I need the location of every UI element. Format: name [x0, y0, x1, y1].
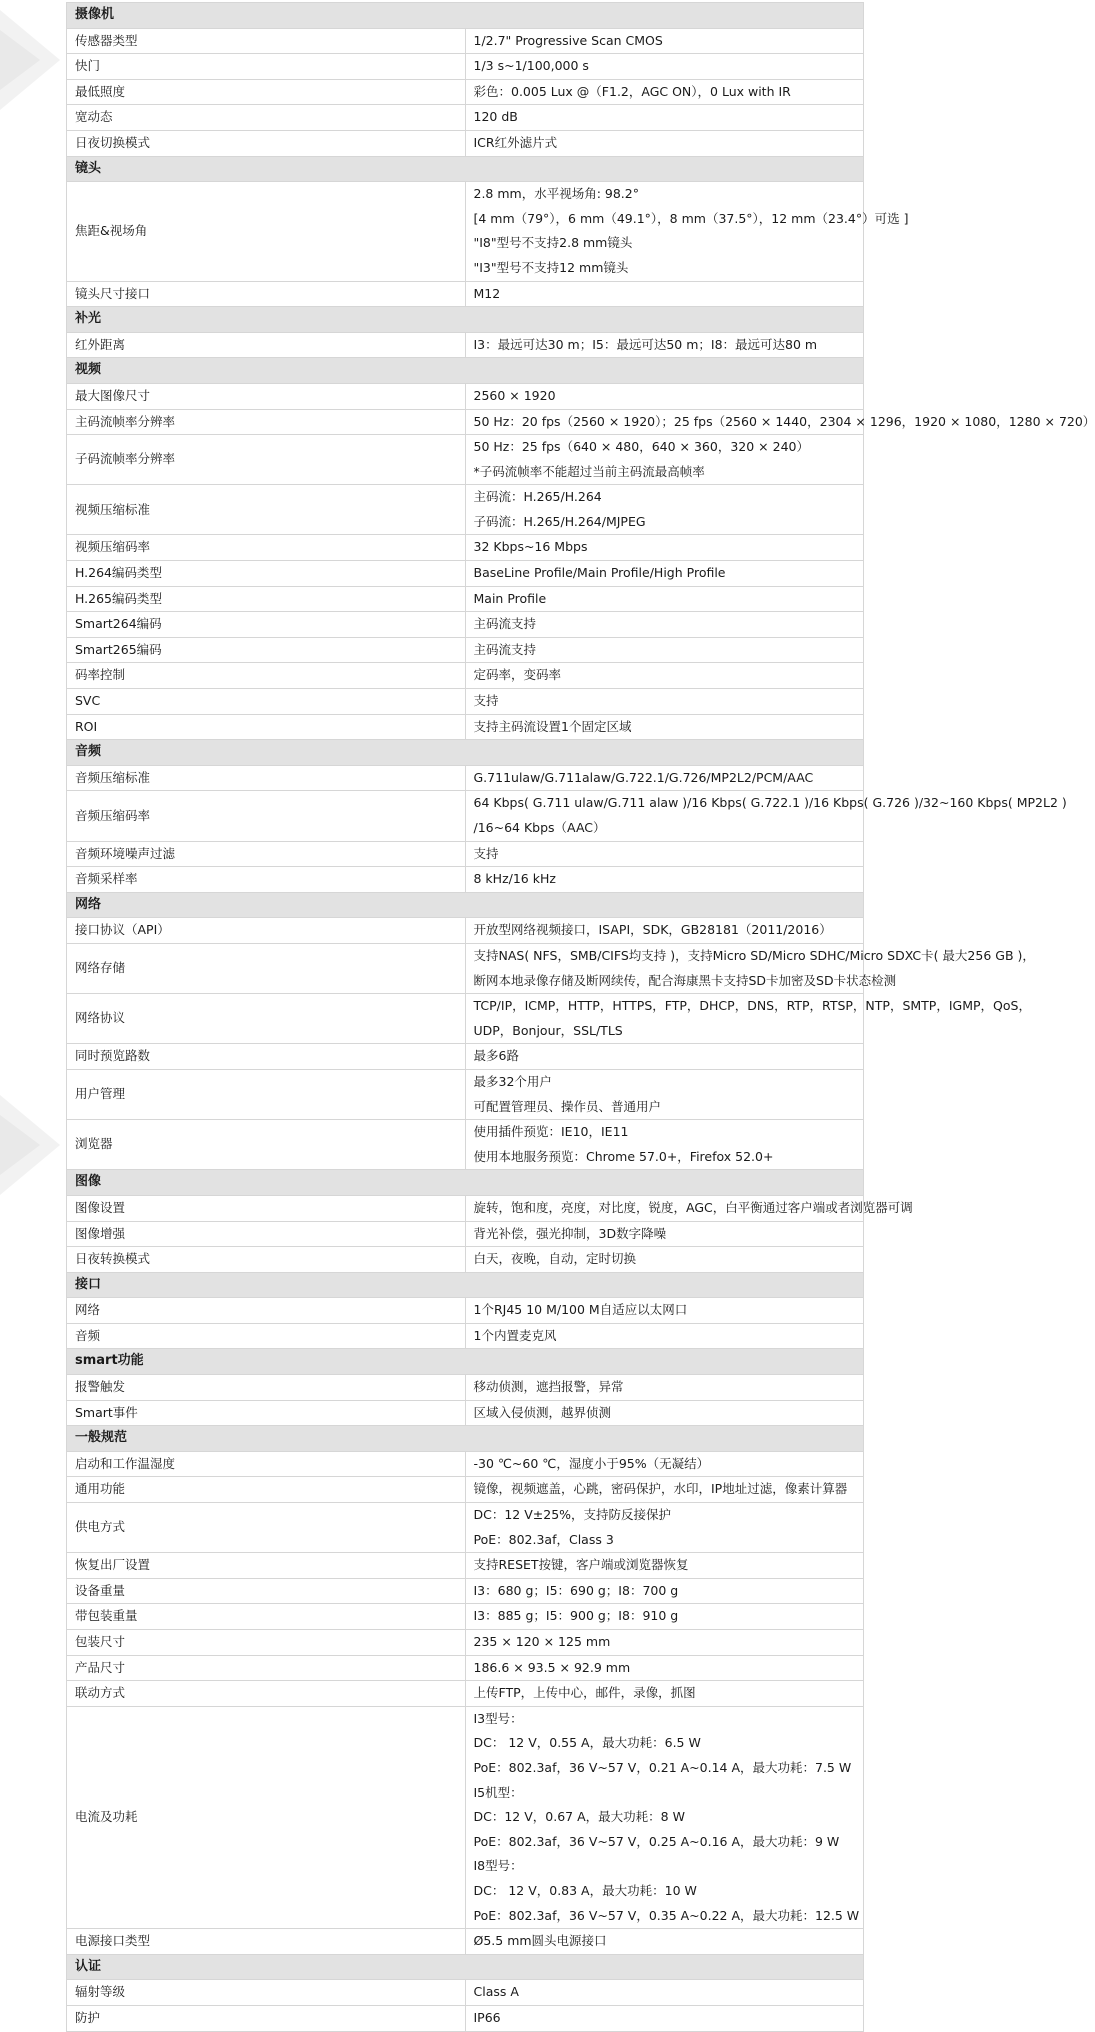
spec-label: 联动方式	[67, 1681, 466, 1707]
spec-row	[67, 130, 864, 156]
spec-value-line: 子码流：H.265/H.264/MJPEG	[473, 513, 646, 529]
spec-value	[465, 1375, 864, 1401]
spec-value-line: TCP/IP，ICMP，HTTP，HTTPS，FTP，DHCP，DNS，RTP，RTSP，NTP，SMTP，IGMP，QoS，	[473, 998, 1031, 1014]
spec-value-line: [4 mm（79°），6 mm（49.1°），8 mm（37.5°），12 mm（23.4°）可选 ]	[473, 210, 909, 226]
spec-label: 防护	[67, 2005, 466, 2031]
spec-value	[465, 1120, 864, 1170]
spec-label: SVC	[67, 689, 466, 715]
spec-value	[465, 1247, 864, 1273]
spec-row	[67, 612, 864, 638]
spec-label: 网络协议	[67, 994, 466, 1044]
spec-value-line: ICR红外滤片式	[473, 134, 558, 150]
section-header-row	[67, 1349, 864, 1375]
spec-row	[67, 1044, 864, 1070]
spec-row	[67, 1929, 864, 1955]
spec-value	[465, 791, 1067, 841]
spec-value	[465, 535, 864, 561]
spec-value-line: "I8"型号不支持2.8 mm镜头	[473, 235, 633, 251]
spec-value	[465, 1706, 864, 1928]
corner-watermark-graphic	[0, 1085, 70, 1205]
spec-value-line: I5机型：	[473, 1784, 523, 1800]
spec-value	[465, 105, 864, 131]
spec-value	[465, 841, 864, 867]
spec-row	[67, 485, 864, 535]
spec-label: 包装尺寸	[67, 1630, 466, 1656]
section-header-row	[67, 307, 864, 333]
spec-value	[465, 1681, 864, 1707]
spec-row	[67, 561, 864, 587]
spec-value-line: 白天，夜晚，自动，定时切换	[473, 1251, 637, 1267]
spec-row	[67, 1247, 864, 1273]
spec-value-line: I3：885 g；I5：900 g；I8：910 g	[473, 1608, 679, 1624]
spec-label: 接口协议（API）	[67, 918, 466, 944]
spec-value-line: UDP，Bonjour，SSL/TLS	[473, 1022, 623, 1038]
spec-value	[465, 637, 864, 663]
spec-value-line: 支持	[473, 845, 499, 861]
spec-value	[465, 1578, 864, 1604]
spec-label: 网络存储	[67, 943, 466, 993]
spec-table	[66, 2, 1095, 2032]
spec-label: 音频压缩码率	[67, 791, 466, 841]
spec-row	[67, 1980, 864, 2006]
section-header-row	[67, 156, 864, 182]
spec-value-line: -30 ℃~60 ℃，湿度小于95%（无凝结）	[473, 1455, 710, 1471]
spec-label: 音频环境噪声过滤	[67, 841, 466, 867]
spec-value-line: 32 Kbps~16 Mbps	[473, 539, 588, 555]
spec-value-line: *子码流帧率不能超过当前主码流最高帧率	[473, 463, 705, 479]
spec-value-line: 彩色：0.005 Lux @（F1.2，AGC ON），0 Lux with IR	[473, 83, 791, 99]
spec-row	[67, 1120, 864, 1170]
spec-value	[465, 1195, 913, 1221]
spec-value-line: 最多32个用户	[473, 1073, 552, 1089]
spec-value	[465, 54, 864, 80]
spec-row	[67, 409, 864, 435]
spec-value	[465, 383, 864, 409]
section-title: 图像	[67, 1170, 864, 1196]
spec-value	[465, 1298, 864, 1324]
spec-value	[465, 1323, 864, 1349]
spec-value-line: 64 Kbps( G.711 ulaw/G.711 alaw )/16 Kbps( G.722.1 )/16 Kbps( G.726 )/32~160 Kbps( MP2L2 )	[473, 795, 1067, 811]
spec-label: Smart事件	[67, 1400, 466, 1426]
spec-row	[67, 1630, 864, 1656]
spec-row	[67, 637, 864, 663]
spec-value-line: DC： 12 V，0.83 A，最大功耗：10 W	[473, 1882, 697, 1898]
spec-label: 电源接口类型	[67, 1929, 466, 1955]
spec-value-line: 120 dB	[473, 109, 518, 125]
spec-value	[465, 994, 1031, 1044]
spec-value-line: I3型号：	[473, 1710, 523, 1726]
spec-value	[465, 867, 864, 893]
spec-value-line: Main Profile	[473, 590, 547, 606]
spec-value-line: 使用插件预览：IE10，IE11	[473, 1124, 629, 1140]
spec-label: 最低照度	[67, 79, 466, 105]
spec-value-line: IP66	[473, 2009, 501, 2025]
spec-label: Smart265编码	[67, 637, 466, 663]
spec-value-line: PoE：802.3af，Class 3	[473, 1531, 614, 1547]
section-title: 音频	[67, 740, 864, 766]
spec-label: 视频压缩码率	[67, 535, 466, 561]
section-header-row	[67, 1170, 864, 1196]
spec-value	[465, 714, 864, 740]
spec-value	[465, 612, 864, 638]
spec-value-line: 断网本地录像存储及断网续传，配合海康黑卡支持SD卡加密及SD卡状态检测	[473, 972, 897, 988]
spec-value	[465, 765, 864, 791]
spec-value	[465, 1553, 864, 1579]
spec-value	[465, 1980, 864, 2006]
spec-label: 浏览器	[67, 1120, 466, 1170]
spec-row	[67, 918, 864, 944]
spec-value	[465, 1451, 864, 1477]
spec-value	[465, 435, 864, 485]
spec-row	[67, 867, 864, 893]
spec-value-line: I3：最远可达30 m；I5：最远可达50 m；I8：最远可达80 m	[473, 336, 818, 352]
spec-value-line: I3：680 g；I5：690 g；I8：700 g	[473, 1582, 679, 1598]
spec-value-line: "I3"型号不支持12 mm镜头	[473, 259, 629, 275]
spec-value-line: BaseLine Profile/Main Profile/High Profile	[473, 565, 726, 581]
spec-value-line: PoE：802.3af，36 V~57 V，0.35 A~0.22 A，最大功耗：12.5 W	[473, 1907, 860, 1923]
section-header-row	[67, 1954, 864, 1980]
spec-label: 产品尺寸	[67, 1655, 466, 1681]
spec-label: 电流及功耗	[67, 1706, 466, 1928]
spec-label: 供电方式	[67, 1503, 466, 1553]
spec-label: 图像增强	[67, 1221, 466, 1247]
spec-label: 恢复出厂设置	[67, 1553, 466, 1579]
spec-row	[67, 1578, 864, 1604]
spec-value	[465, 1400, 864, 1426]
spec-value	[465, 332, 864, 358]
spec-value-line: DC：12 V，0.67 A，最大功耗：8 W	[473, 1809, 685, 1825]
corner-watermark-graphic	[0, 0, 70, 120]
spec-value	[465, 918, 864, 944]
spec-label: 启动和工作温湿度	[67, 1451, 466, 1477]
spec-row	[67, 1553, 864, 1579]
section-title: 补光	[67, 307, 864, 333]
section-header-row	[67, 1426, 864, 1452]
spec-table-body	[67, 3, 1095, 2032]
spec-value-line: 镜像，视频遮盖，心跳，密码保护，水印，IP地址过滤，像素计算器	[473, 1481, 848, 1497]
spec-value-line: 最多6路	[473, 1048, 519, 1064]
spec-row	[67, 1400, 864, 1426]
section-title: 接口	[67, 1272, 864, 1298]
spec-label: 音频压缩标准	[67, 765, 466, 791]
spec-row	[67, 105, 864, 131]
section-title: 摄像机	[67, 3, 864, 29]
spec-row	[67, 182, 864, 281]
spec-row	[67, 281, 864, 307]
spec-label: 音频	[67, 1323, 466, 1349]
spec-value-line: 可配置管理员、操作员、普通用户	[473, 1098, 662, 1114]
spec-value-line: G.711ulaw/G.711alaw/G.722.1/G.726/MP2L2/PCM/AAC	[473, 769, 814, 785]
spec-label: 通用功能	[67, 1477, 466, 1503]
spec-value	[465, 1503, 864, 1553]
spec-label: 最大图像尺寸	[67, 383, 466, 409]
spec-value	[465, 2005, 864, 2031]
spec-row	[67, 943, 864, 993]
spec-value-line: 2560 × 1920	[473, 387, 556, 403]
spec-value	[465, 1604, 864, 1630]
spec-row	[67, 714, 864, 740]
spec-label: 网络	[67, 1298, 466, 1324]
spec-value-line: 1/3 s~1/100,000 s	[473, 58, 589, 74]
spec-value-line: PoE：802.3af，36 V~57 V，0.25 A~0.16 A，最大功耗：9 W	[473, 1833, 840, 1849]
spec-row	[67, 1604, 864, 1630]
spec-value-line: 2.8 mm，水平视场角: 98.2°	[473, 186, 639, 202]
section-header-row	[67, 3, 864, 29]
spec-row	[67, 435, 864, 485]
spec-label: 报警触发	[67, 1375, 466, 1401]
spec-value-line: /16~64 Kbps（AAC）	[473, 820, 606, 835]
spec-label: 主码流帧率分辨率	[67, 409, 466, 435]
spec-value	[465, 281, 864, 307]
spec-label: 宽动态	[67, 105, 466, 131]
spec-value-line: 1/2.7" Progressive Scan CMOS	[473, 32, 663, 48]
spec-value	[465, 586, 864, 612]
spec-row	[67, 841, 864, 867]
section-title: 一般规范	[67, 1426, 864, 1452]
spec-value	[465, 689, 864, 715]
spec-row	[67, 1451, 864, 1477]
spec-value-line: PoE：802.3af，36 V~57 V，0.21 A~0.14 A，最大功耗：7.5 W	[473, 1759, 852, 1775]
spec-row	[67, 1655, 864, 1681]
spec-label: 码率控制	[67, 663, 466, 689]
spec-label: 辐射等级	[67, 1980, 466, 2006]
spec-row	[67, 1195, 864, 1221]
spec-row	[67, 765, 864, 791]
spec-value-line: 支持NAS( NFS，SMB/CIFS均支持 )，支持Micro SD/Micro SDHC/Micro SDXC卡( 最大256 GB )，	[473, 947, 1035, 963]
spec-value	[465, 182, 909, 281]
spec-label: 焦距&视场角	[67, 182, 466, 281]
spec-value	[465, 79, 864, 105]
spec-value	[465, 28, 864, 54]
spec-value	[465, 1221, 864, 1247]
spec-row	[67, 1706, 864, 1928]
spec-value-line: DC： 12 V，0.55 A，最大功耗：6.5 W	[473, 1735, 701, 1751]
section-title: 镜头	[67, 156, 864, 182]
spec-value-line: DC：12 V±25%，支持防反接保护	[473, 1507, 672, 1523]
spec-value-line: 支持主码流设置1个固定区域	[473, 718, 632, 734]
spec-value-line: 区域入侵侦测，越界侦测	[473, 1404, 612, 1420]
spec-row	[67, 994, 864, 1044]
spec-value	[465, 943, 1035, 993]
spec-value-line: 支持RESET按键，客户端或浏览器恢复	[473, 1557, 689, 1573]
spec-value	[465, 1655, 864, 1681]
spec-value-line: 186.6 × 93.5 × 92.9 mm	[473, 1659, 631, 1675]
spec-row	[67, 1375, 864, 1401]
spec-value	[465, 1929, 864, 1955]
spec-value-line: M12	[473, 285, 501, 301]
spec-value	[465, 130, 864, 156]
spec-row	[67, 791, 864, 841]
section-title: 认证	[67, 1954, 864, 1980]
spec-row	[67, 1323, 864, 1349]
spec-row	[67, 1681, 864, 1707]
spec-value	[465, 1069, 864, 1119]
spec-value-line: 背光补偿，强光抑制，3D数字降噪	[473, 1225, 667, 1241]
spec-row	[67, 1477, 864, 1503]
spec-row	[67, 28, 864, 54]
spec-value-line: 1个RJ45 10 M/100 M自适应以太网口	[473, 1302, 688, 1318]
spec-label: 快门	[67, 54, 466, 80]
spec-value-line: 1个内置麦克风	[473, 1327, 557, 1343]
spec-value-line: I8型号：	[473, 1858, 523, 1874]
spec-label: 带包装重量	[67, 1604, 466, 1630]
spec-value	[465, 409, 1095, 435]
spec-row	[67, 586, 864, 612]
spec-value-line: Class A	[473, 1984, 519, 2000]
spec-label: H.265编码类型	[67, 586, 466, 612]
spec-value	[465, 561, 864, 587]
spec-label: 子码流帧率分辨率	[67, 435, 466, 485]
spec-label: 红外距离	[67, 332, 466, 358]
spec-value	[465, 485, 864, 535]
spec-value	[465, 1044, 864, 1070]
spec-value	[465, 1477, 864, 1503]
spec-row	[67, 1503, 864, 1553]
spec-value-line: 主码流支持	[473, 641, 537, 657]
spec-row	[67, 332, 864, 358]
spec-row	[67, 79, 864, 105]
section-header-row	[67, 740, 864, 766]
spec-value-line: 主码流：H.265/H.264	[473, 489, 602, 505]
spec-row	[67, 1221, 864, 1247]
spec-value	[465, 1630, 864, 1656]
spec-value-line: 使用本地服务预览：Chrome 57.0+，Firefox 52.0+	[473, 1148, 774, 1164]
spec-value	[465, 663, 864, 689]
spec-value-line: 定码率，变码率	[473, 667, 562, 683]
spec-label: 日夜切换模式	[67, 130, 466, 156]
spec-label: 音频采样率	[67, 867, 466, 893]
spec-row	[67, 1298, 864, 1324]
spec-label: 设备重量	[67, 1578, 466, 1604]
spec-value-line: 235 × 120 × 125 mm	[473, 1634, 611, 1649]
spec-row	[67, 2005, 864, 2031]
spec-label: 传感器类型	[67, 28, 466, 54]
spec-value-line: 主码流支持	[473, 616, 537, 632]
spec-label: 用户管理	[67, 1069, 466, 1119]
spec-label: 日夜转换模式	[67, 1247, 466, 1273]
spec-label: 同时预览路数	[67, 1044, 466, 1070]
spec-value-line: 50 Hz：20 fps（2560 × 1920）；25 fps（2560 × 1440，2304 × 1296，1920 × 1080，1280 × 720）	[473, 413, 1095, 429]
spec-value-line: 移动侦测，遮挡报警，异常	[473, 1379, 624, 1395]
spec-label: 视频压缩标准	[67, 485, 466, 535]
spec-label: 镜头尺寸接口	[67, 281, 466, 307]
spec-label: H.264编码类型	[67, 561, 466, 587]
spec-value-line: 支持	[473, 693, 499, 709]
section-header-row	[67, 892, 864, 918]
spec-row	[67, 689, 864, 715]
spec-row	[67, 535, 864, 561]
spec-row	[67, 54, 864, 80]
spec-value-line: 50 Hz：25 fps（640 × 480，640 × 360，320 × 240）	[473, 439, 809, 455]
section-header-row	[67, 358, 864, 384]
spec-label: ROI	[67, 714, 466, 740]
section-title: 网络	[67, 892, 864, 918]
spec-row	[67, 663, 864, 689]
spec-label: Smart264编码	[67, 612, 466, 638]
section-title: smart功能	[67, 1349, 864, 1375]
section-title: 视频	[67, 358, 864, 384]
spec-value-line: 8 kHz/16 kHz	[473, 871, 556, 887]
section-header-row	[67, 1272, 864, 1298]
spec-value-line: 开放型网络视频接口，ISAPI，SDK，GB28181（2011/2016）	[473, 922, 832, 938]
spec-row	[67, 1069, 864, 1119]
spec-row	[67, 383, 864, 409]
spec-value-line: Ø5.5 mm圆头电源接口	[473, 1933, 607, 1949]
spec-label: 图像设置	[67, 1195, 466, 1221]
spec-value-line: 上传FTP，上传中心，邮件，录像，抓图	[473, 1685, 696, 1701]
spec-value-line: 旋转，饱和度，亮度，对比度，锐度，AGC，白平衡通过客户端或者浏览器可调	[473, 1199, 913, 1215]
